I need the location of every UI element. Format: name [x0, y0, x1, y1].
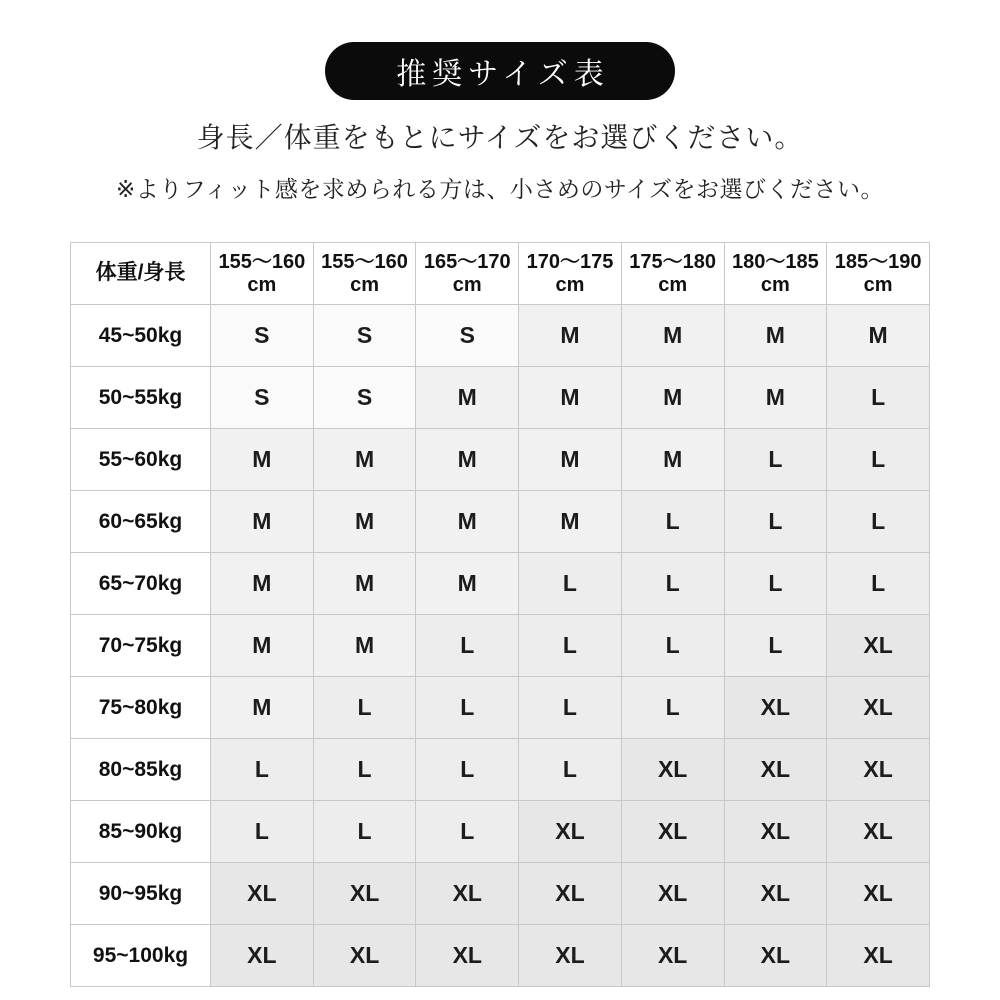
title-badge	[325, 42, 675, 100]
size-cell: M	[519, 305, 622, 367]
row-label: 75~80kg	[71, 677, 211, 739]
size-cell: XL	[621, 925, 724, 987]
size-cell: M	[313, 429, 416, 491]
size-cell: M	[519, 429, 622, 491]
table-row	[71, 801, 930, 863]
table-row	[71, 305, 930, 367]
size-cell: M	[211, 491, 314, 553]
size-cell: L	[519, 615, 622, 677]
size-cell: XL	[519, 801, 622, 863]
column-header	[724, 243, 827, 305]
size-cell: M	[313, 615, 416, 677]
size-cell: XL	[724, 677, 827, 739]
size-cell: M	[313, 491, 416, 553]
height-range: 175〜180	[629, 250, 717, 273]
size-cell: M	[416, 429, 519, 491]
size-cell: M	[211, 553, 314, 615]
height-range: 155〜160	[321, 250, 408, 273]
size-cell: XL	[827, 863, 930, 925]
table-row	[71, 429, 930, 491]
size-cell: L	[313, 677, 416, 739]
row-label: 50~55kg	[71, 367, 211, 429]
height-unit: cm	[350, 273, 379, 296]
table-row	[71, 615, 930, 677]
size-cell: L	[827, 367, 930, 429]
size-cell: XL	[724, 925, 827, 987]
row-label: 95~100kg	[71, 925, 211, 987]
size-cell: XL	[416, 863, 519, 925]
size-cell: M	[416, 553, 519, 615]
table-head	[71, 243, 930, 305]
size-cell: L	[621, 553, 724, 615]
size-cell: S	[313, 305, 416, 367]
size-cell: XL	[211, 863, 314, 925]
table-row	[71, 553, 930, 615]
table-row	[71, 925, 930, 987]
corner-header: 体重/身長	[71, 243, 211, 305]
size-cell: L	[519, 677, 622, 739]
size-cell: M	[416, 491, 519, 553]
height-range: 165〜170	[423, 250, 511, 273]
size-cell: XL	[313, 863, 416, 925]
row-label: 45~50kg	[71, 305, 211, 367]
column-header	[211, 243, 314, 305]
table-row	[71, 863, 930, 925]
size-cell: S	[211, 305, 314, 367]
size-cell: L	[519, 553, 622, 615]
size-cell: L	[724, 491, 827, 553]
size-cell: M	[211, 677, 314, 739]
size-cell: M	[313, 553, 416, 615]
size-cell: XL	[519, 925, 622, 987]
size-cell: L	[416, 739, 519, 801]
row-label: 85~90kg	[71, 801, 211, 863]
row-label: 55~60kg	[71, 429, 211, 491]
size-cell: XL	[724, 863, 827, 925]
size-cell: L	[724, 553, 827, 615]
size-cell: XL	[313, 925, 416, 987]
size-cell: L	[313, 801, 416, 863]
table-row	[71, 367, 930, 429]
size-cell: XL	[827, 739, 930, 801]
table-row	[71, 677, 930, 739]
height-unit: cm	[760, 273, 790, 296]
fit-note-text: ※よりフィット感を求められる方は、小さめのサイズをお選びください。	[115, 176, 885, 202]
size-cell: S	[416, 305, 519, 367]
subtitle-text: 身長／体重をもとにサイズをお選びください。	[196, 122, 804, 153]
table-body	[71, 305, 930, 987]
size-cell: XL	[211, 925, 314, 987]
size-cell: M	[621, 305, 724, 367]
size-cell: M	[211, 615, 314, 677]
column-header	[827, 243, 930, 305]
size-cell: L	[519, 739, 622, 801]
size-cell: XL	[724, 739, 827, 801]
size-cell: M	[621, 367, 724, 429]
height-unit: cm	[247, 273, 277, 296]
size-cell: M	[519, 491, 622, 553]
size-cell: XL	[621, 739, 724, 801]
size-cell: XL	[827, 925, 930, 987]
size-table	[70, 242, 930, 987]
size-cell: XL	[621, 801, 724, 863]
size-cell: M	[621, 429, 724, 491]
size-cell: L	[211, 801, 314, 863]
header-row	[71, 243, 930, 305]
row-label: 70~75kg	[71, 615, 211, 677]
page-title: 推奨サイズ表	[396, 58, 610, 91]
size-cell: L	[211, 739, 314, 801]
height-unit: cm	[863, 273, 893, 296]
height-range: 170〜175	[526, 250, 614, 273]
size-cell: S	[211, 367, 314, 429]
size-cell: L	[313, 739, 416, 801]
row-label: 90~95kg	[71, 863, 211, 925]
size-cell: XL	[827, 677, 930, 739]
size-cell: M	[416, 367, 519, 429]
size-cell: S	[313, 367, 416, 429]
size-cell: XL	[519, 863, 622, 925]
size-cell: L	[416, 615, 519, 677]
size-cell: M	[827, 305, 930, 367]
size-cell: L	[621, 615, 724, 677]
size-cell: XL	[827, 801, 930, 863]
height-unit: cm	[452, 273, 482, 296]
size-cell: L	[724, 429, 827, 491]
row-label: 60~65kg	[71, 491, 211, 553]
table-row	[71, 491, 930, 553]
column-header	[519, 243, 622, 305]
column-header	[313, 243, 416, 305]
size-cell: XL	[827, 615, 930, 677]
size-cell: L	[827, 429, 930, 491]
size-cell: M	[724, 367, 827, 429]
size-cell: L	[724, 615, 827, 677]
size-cell: L	[621, 491, 724, 553]
height-range: 180〜185	[731, 250, 819, 273]
size-cell: XL	[621, 863, 724, 925]
table-row	[71, 739, 930, 801]
size-cell: L	[827, 491, 930, 553]
row-label: 65~70kg	[71, 553, 211, 615]
row-label: 80~85kg	[71, 739, 211, 801]
size-cell: M	[519, 367, 622, 429]
size-cell: L	[416, 677, 519, 739]
height-range: 155〜160	[218, 250, 306, 273]
size-cell: XL	[416, 925, 519, 987]
height-unit: cm	[555, 273, 585, 296]
column-header	[621, 243, 724, 305]
size-cell: M	[211, 429, 314, 491]
height-range: 185〜190	[834, 250, 922, 273]
size-cell: L	[621, 677, 724, 739]
height-unit: cm	[658, 273, 688, 296]
size-cell: L	[416, 801, 519, 863]
size-cell: M	[724, 305, 827, 367]
size-cell: XL	[724, 801, 827, 863]
size-cell: L	[827, 553, 930, 615]
column-header	[416, 243, 519, 305]
